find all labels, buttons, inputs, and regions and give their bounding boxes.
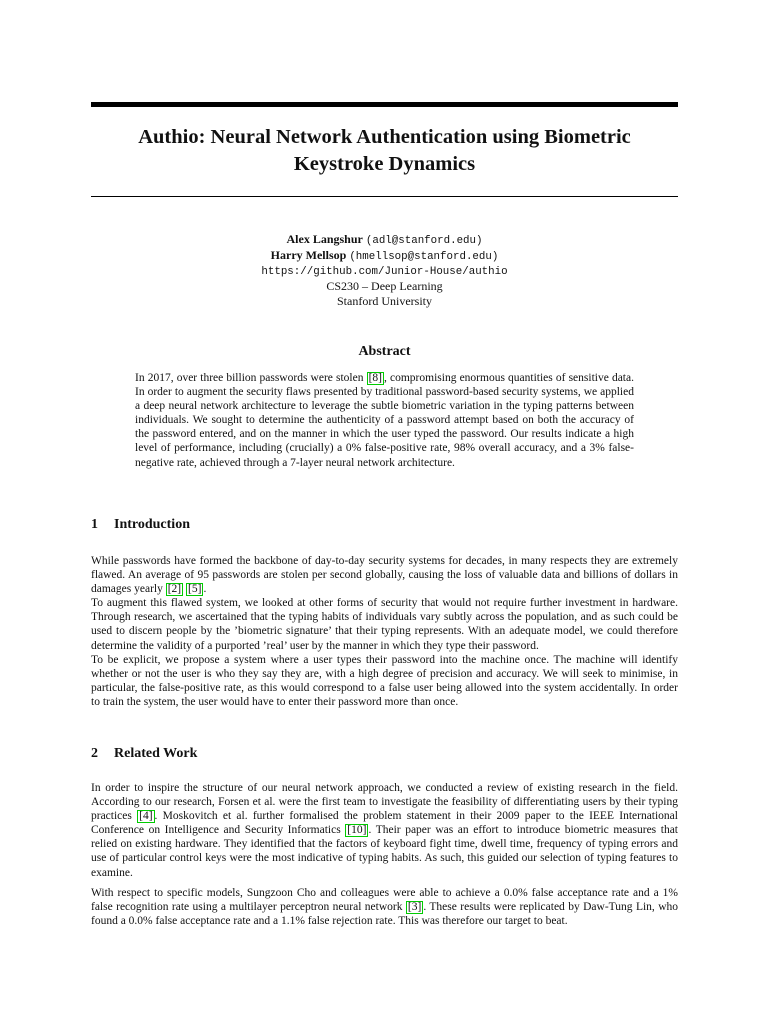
paragraph: To be explicit, we propose a system where a user types their password into the machine once. The machine will identify whether or not the user is who they say they are, with a high degree of precision and accuracy. We will seek to minimise, in particular, the false-positive rate, as this would correspond to a false user being allowed into the system accidentally. In order to train the system, the user would have to enter their password more than once. [91, 653, 678, 708]
section-title: Related Work [114, 746, 198, 761]
citation-link[interactable]: [8] [368, 372, 383, 384]
author-1 [91, 232, 678, 248]
citation-link[interactable]: [4] [139, 810, 153, 823]
paragraph-text: . Their paper was an effort to introduce biometric measures that relied on existing hardware. They identified that the factors of keyboard fight time, dwell time, frequency of typing errors and use of particular control keys were the most indicative of typing habits. As such, this guided our selection of typing features to examine. [91, 824, 678, 879]
section-title: Introduction [114, 517, 190, 532]
paragraph: To augment this flawed system, we looked at other forms of security that would not require further investment in hardware. Through research, we ascertained that the typing habits of individuals vary subtly across the population, and as such could be used to discern people by the ’biometric signature’ that their typing represents. With an adequate model, we could therefore determine the validity of a purported ’real’ user by the manner in which they type their password. [91, 597, 678, 652]
section-heading-introduction [91, 517, 678, 533]
author-name: Harry Mellsop [270, 248, 347, 263]
author-email[interactable]: (adl@stanford.edu) [365, 235, 483, 247]
section-heading-related-work [91, 746, 678, 762]
abstract-text [135, 371, 634, 470]
repo-link[interactable]: https://github.com/Junior-House/authio [261, 265, 508, 278]
paper-title: Authio: Neural Network Authentication using Biometric Keystroke Dynamics [138, 126, 631, 175]
university-name: Stanford University [337, 293, 432, 308]
citation-link[interactable]: [2] [167, 583, 182, 596]
paragraph [91, 554, 678, 596]
course-name: CS230 – Deep Learning [326, 279, 443, 294]
author-name: Alex Langshur [286, 232, 363, 246]
paragraph [91, 781, 678, 880]
citation-link[interactable]: [5] [188, 583, 202, 596]
introduction-body [91, 554, 678, 709]
title-rule [91, 196, 678, 197]
citation-link[interactable]: [3] [407, 900, 422, 913]
paragraph-text: . [203, 583, 207, 596]
paragraph-text: . These results were replicated by Daw-Tung Lin, who found a 0.0% false acceptance rate and a 1.1% false rejection rate. This was therefore our target to beat. [91, 900, 679, 927]
citation-link[interactable]: [10] [347, 824, 367, 837]
paragraph [91, 886, 678, 928]
section-number: 2 [91, 746, 98, 761]
paragraph-text: In order to inspire the structure of our neural network approach, we conducted a review of existing research in the field. According to our research, Forsen et al. were the first team to investigate the feasibility of differentiating users by their typing practices [91, 782, 678, 823]
top-rule [91, 102, 678, 107]
related-work-body [91, 781, 678, 928]
section-number: 1 [91, 517, 98, 532]
paragraph-text: With respect to specific models, Sungzoon Cho and colleagues were able to achieve a 0.0% false acceptance rate and a 1% false recognition rate using a multilayer perceptron neural network [91, 886, 678, 913]
paragraph-text: . Moskovitch et al. further formalised the problem statement in their 2009 paper to the IEEE International Conference on Intelligence and Security Informatics [91, 810, 678, 837]
paragraph-text: While passwords have formed the backbone of day-to-day security systems for decades, in many respects they are extremely flawed. An average of 95 passwords are stolen per second globally, causing the loss of valuable data and billions of dollars in damages yearly [91, 555, 678, 596]
author-2 [91, 248, 678, 264]
abstract-text-part: , compromising enormous quantities of sensitive data. In order to augment the security flaws presented by traditional password-based security systems, we applied a deep neural network architecture to leverage the subtle biometric variation in the typing patterns between individuals. We sought to determine the authenticity of a password attempt based on both the accuracy of the password entered, and on the manner in which the user typed the password. Our results indicate a high level of performance, including (crucially) a 0% false-positive rate, 98% overall accuracy, and a 3% false-negative rate, achieved through a 7-layer neural network architecture. [135, 372, 634, 469]
author-block [91, 232, 678, 308]
author-email[interactable]: (hmellsop@stanford.edu) [349, 251, 499, 264]
abstract-text-part: In 2017, over three billion passwords were stolen [135, 372, 367, 384]
abstract-heading: Abstract [358, 344, 411, 359]
